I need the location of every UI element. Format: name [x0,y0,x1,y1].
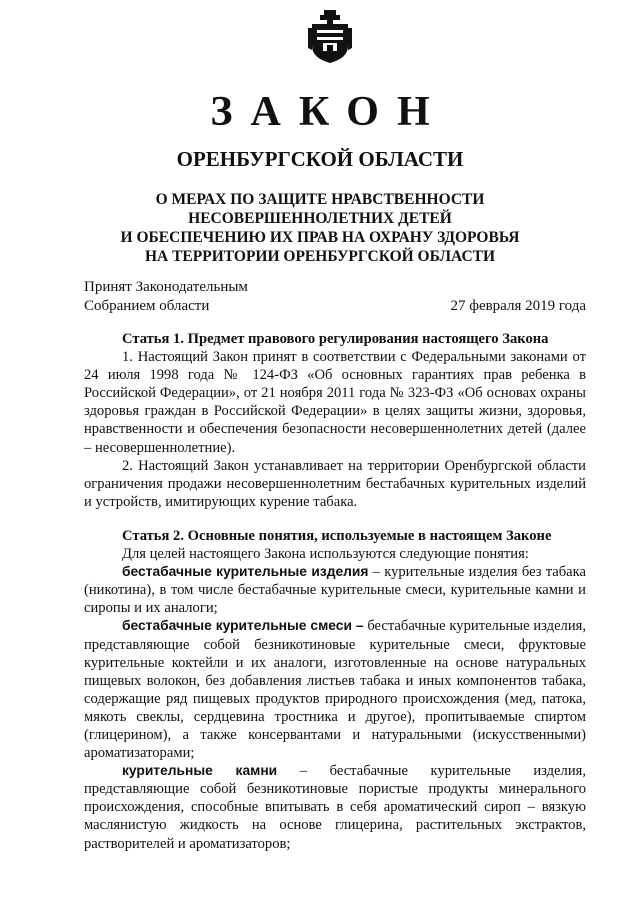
subject-line: И ОБЕСПЕЧЕНИЮ ИХ ПРАВ НА ОХРАНУ ЗДОРОВЬЯ [120,229,520,246]
law-body [84,330,586,853]
definition-term: бестабачные курительные изделия [122,564,369,580]
definition-term: бестабачные курительные смеси – [122,618,364,634]
adoption-info [84,278,248,316]
definition-text: – курительные изделия без табака (никотина), в том числе бестабачные курительные смеси, курительные камни и сиропы и их аналоги; [84,564,586,617]
adoption-date: 27 февраля 2019 года [450,298,586,314]
region-title: ОРЕНБУРГСКОЙ ОБЛАСТИ [176,147,464,171]
definition-term: курительные камни [122,763,278,779]
definition-item [84,617,586,762]
subject-line: НА ТЕРРИТОРИИ ОРЕНБУРГСКОЙ ОБЛАСТИ [144,248,496,265]
definition-item [84,762,586,852]
spacer [84,511,586,527]
subject-line: О МЕРАХ ПО ЗАЩИТЕ НРАВСТВЕННОСТИ [155,191,485,208]
coat-of-arms-icon [308,10,352,64]
law-title: ЗАКОН [210,89,448,135]
article-1-paragraph-2: 2. Настоящий Закон устанавливает на территории Оренбургской области ограничения продажи несовершеннолетним бестабачных курительных изделий и устройств, имитирующих курение табака. [84,457,586,510]
article-1-paragraph-1: 1. Настоящий Закон принят в соответствии с Федеральными законами от 24 июля 1998 года № 124-ФЗ «Об основных гарантиях прав ребенка в Российской Федерации», от 21 ноября 2011 года № 323-ФЗ «Об основах охраны здоровья граждан в Российской Федерации» в целях защиты жизни, здоровья, нравственности и обеспечения безопасности несовершеннолетних детей (далее – несовершеннолетние). [84,349,586,456]
article-2-heading: Статья 2. Основные понятия, используемые в настоящем Законе [122,527,552,544]
definition-text: бестабачные курительные изделия, представляющие собой безникотиновые курительные смеси, фруктовые курительные коктейли и их аналоги, изготовленные на основе натуральных пищевых волокон, без добавления листьев табака и иных компонентов табака, содержащие ряд пищевых продуктов природного происхождения (мед, патока, мякоть свеклы, сердцевина тростника и другое), пропитываемые спиртом (глицерином), а также консервантами и натуральными (искусственными) ароматизаторами; [84,618,586,762]
definition-item [84,563,586,617]
article-1-heading: Статья 1. Предмет правового регулирования настоящего Закона [122,331,549,347]
article-2-intro: Для целей настоящего Закона используются следующие понятия: [122,546,529,563]
definition-text: – бестабачные курительные изделия, представляющие собой безникотиновые пористые продукты минерального происхождения, способные впитывать в себя ароматический сироп – вязкую маслянистую жидкость на основе глицерина, растительных экстрактов, растворителей и ароматизаторов; [84,763,586,852]
subject-line: НЕСОВЕРШЕННОЛЕТНИХ ДЕТЕЙ [188,210,452,227]
adoption-line: Принят Законодательным [84,279,248,295]
adoption-line: Собранием области [84,298,210,314]
law-subject [0,190,640,266]
